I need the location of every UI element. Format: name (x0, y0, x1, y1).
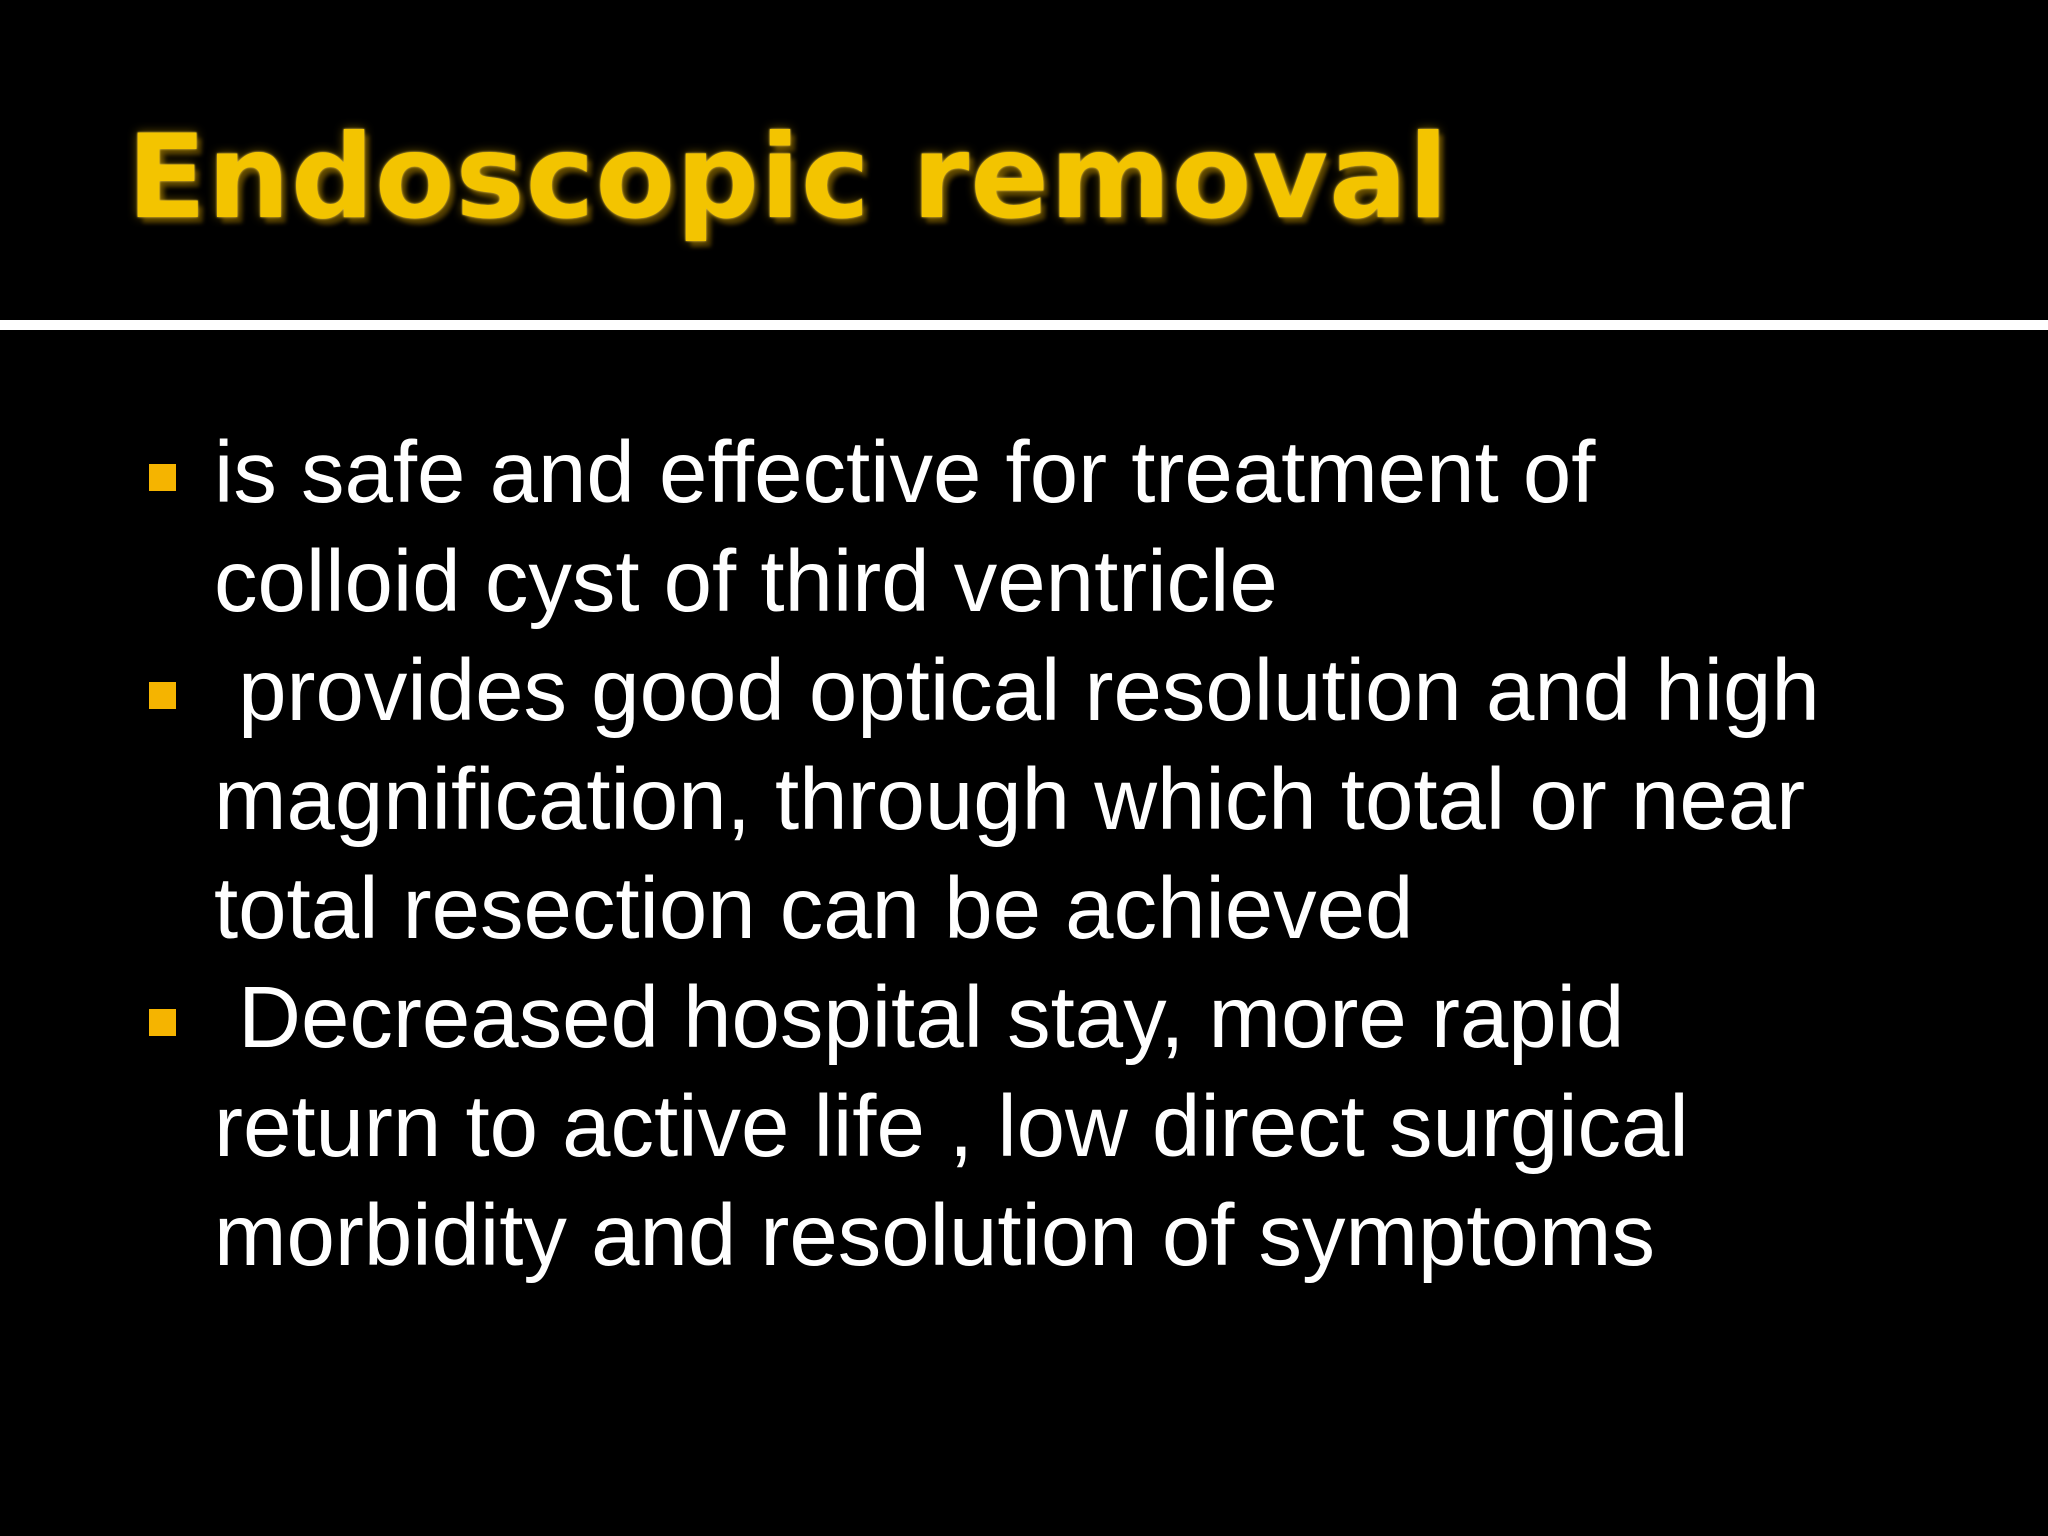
bullet-text: provides good optical resolution and high magnification, through which total or near total resection can be achieved (214, 642, 1820, 957)
bullet-text: Decreased hospital stay, more rapid return to active life , low direct surgical morbidity and resolution of symptoms (214, 969, 1689, 1284)
bullet-text: is safe and effective for treatment of colloid cyst of third ventricle (214, 424, 1596, 630)
bullet-list (140, 418, 2000, 1290)
bullet-item (140, 418, 2000, 636)
square-bullet-icon (149, 1009, 176, 1036)
slide-title: Endoscopic removal (127, 110, 1450, 245)
title-divider (0, 320, 2048, 330)
square-bullet-icon (149, 682, 176, 709)
bullet-item (140, 963, 2000, 1290)
square-bullet-icon (149, 464, 176, 491)
bullet-item (140, 636, 2000, 963)
